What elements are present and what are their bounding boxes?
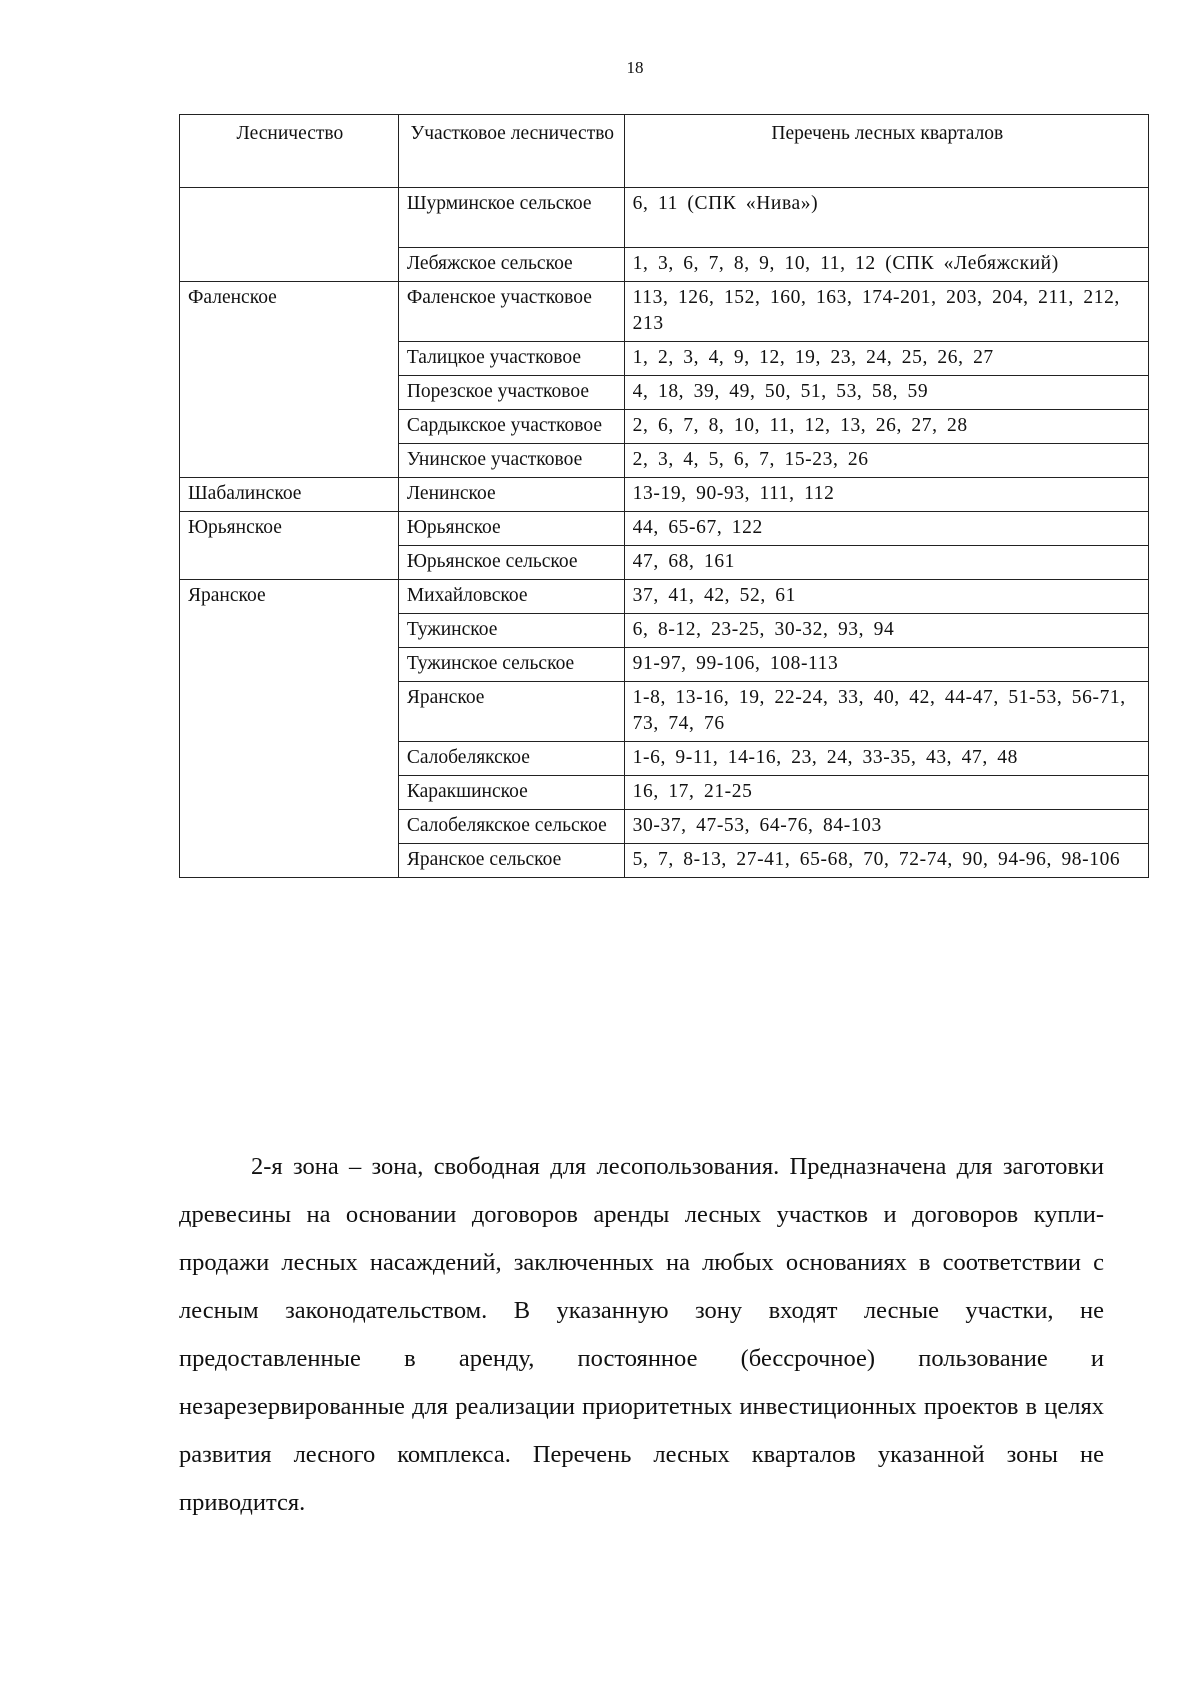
table-row [180, 512, 1149, 546]
quarters-cell: 1, 2, 3, 4, 9, 12, 19, 23, 24, 25, 26, 27 [624, 342, 1148, 376]
forestry-cell: Шабалинское [180, 478, 399, 512]
district-cell: Шурминское сельское [398, 188, 624, 248]
quarters-cell: 37, 41, 42, 52, 61 [624, 580, 1148, 614]
district-cell: Порезское участковое [398, 376, 624, 410]
district-cell: Салобелякское сельское [398, 810, 624, 844]
quarters-cell: 5, 7, 8-13, 27-41, 65-68, 70, 72-74, 90, 94-96, 98-106 [624, 844, 1148, 878]
district-cell: Юрьянское сельское [398, 546, 624, 580]
page-number: 18 [626, 58, 644, 77]
district-cell: Юрьянское [398, 512, 624, 546]
table-header-row [180, 115, 1149, 188]
district-cell: Михайловское [398, 580, 624, 614]
quarters-cell: 2, 6, 7, 8, 10, 11, 12, 13, 26, 27, 28 [624, 410, 1148, 444]
district-cell: Яранское [398, 682, 624, 742]
quarters-cell: 4, 18, 39, 49, 50, 51, 53, 58, 59 [624, 376, 1148, 410]
quarters-cell: 16, 17, 21-25 [624, 776, 1148, 810]
quarters-cell: 1-8, 13-16, 19, 22-24, 33, 40, 42, 44-47, 51-53, 56-71, 73, 74, 76 [624, 682, 1148, 742]
header-quarters: Перечень лесных кварталов [624, 115, 1148, 188]
quarters-cell: 1-6, 9-11, 14-16, 23, 24, 33-35, 43, 47, 48 [624, 742, 1148, 776]
quarters-cell: 113, 126, 152, 160, 163, 174-201, 203, 204, 211, 212, 213 [624, 282, 1148, 342]
district-cell: Лебяжское сельское [398, 248, 624, 282]
quarters-cell: 47, 68, 161 [624, 546, 1148, 580]
quarters-cell: 6, 11 (СПК «Нива») [624, 188, 1148, 248]
quarters-cell: 44, 65-67, 122 [624, 512, 1148, 546]
table-row [180, 580, 1149, 614]
forestry-cell: Юрьянское [180, 512, 399, 580]
header-district: Участковое лесничество [398, 115, 624, 188]
table-row [180, 282, 1149, 342]
quarters-cell: 1, 3, 6, 7, 8, 9, 10, 11, 12 (СПК «Лебяжский) [624, 248, 1148, 282]
district-cell: Тужинское сельское [398, 648, 624, 682]
quarters-cell: 13-19, 90-93, 111, 112 [624, 478, 1148, 512]
header-forestry: Лесничество [180, 115, 399, 188]
district-cell: Салобелякское [398, 742, 624, 776]
district-cell: Унинское участковое [398, 444, 624, 478]
quarters-cell: 91-97, 99-106, 108-113 [624, 648, 1148, 682]
district-cell: Талицкое участковое [398, 342, 624, 376]
forestry-cell: Яранское [180, 580, 399, 878]
quarters-cell: 30-37, 47-53, 64-76, 84-103 [624, 810, 1148, 844]
district-cell: Фаленское участковое [398, 282, 624, 342]
forest-quarters-table [179, 114, 1149, 878]
table-row [180, 478, 1149, 512]
district-cell: Тужинское [398, 614, 624, 648]
district-cell: Сардыкское участковое [398, 410, 624, 444]
forestry-cell [180, 188, 399, 282]
district-cell: Каракшинское [398, 776, 624, 810]
table-row [180, 188, 1149, 248]
district-cell: Ленинское [398, 478, 624, 512]
quarters-cell: 2, 3, 4, 5, 6, 7, 15-23, 26 [624, 444, 1148, 478]
zone-2-paragraph: 2-я зона – зона, свободная для лесопользования. Предназначена для заготовки древесины на основании договоров аренды лесных участков и договоров купли-продажи лесных насаждений, заключенных на любых основаниях в соответствии с лесным законодательством. В указанную зону входят лесные участки, не предоставленные в аренду, постоянное (бессрочное) пользование и незарезервированные для реализации приоритетных инвестиционных проектов в целях развития лесного комплекса. Перечень лесных кварталов указанной зоны не приводится. [179, 1152, 1104, 1516]
forestry-cell: Фаленское [180, 282, 399, 478]
quarters-cell: 6, 8-12, 23-25, 30-32, 93, 94 [624, 614, 1148, 648]
district-cell: Яранское сельское [398, 844, 624, 878]
